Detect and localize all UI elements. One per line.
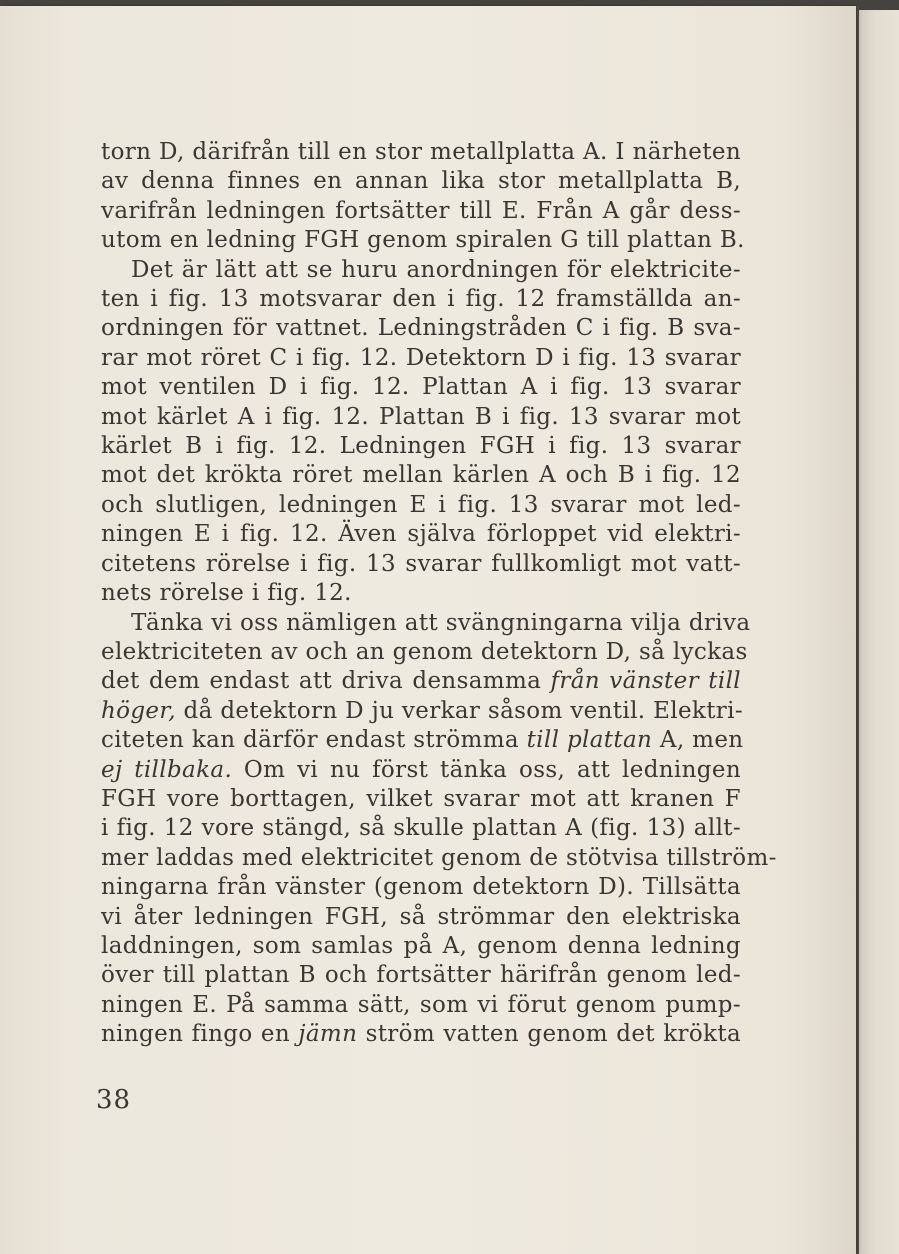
text-line: Tänka vi oss nämligen att svängningarna vilja driva: [131, 609, 751, 636]
emphasis-text: från vänster till: [550, 668, 741, 695]
text-line: vi åter ledningen FGH, så strömmar den elektriska: [101, 903, 741, 930]
text-line: och slutligen, ledningen E i fig. 13 svarar mot led-: [101, 491, 741, 518]
text-run: citeten kan därför endast strömma: [101, 727, 527, 754]
text-run: ström vatten genom det krökta: [357, 1021, 742, 1048]
text-run: A, men: [652, 727, 744, 754]
text-line: [101, 756, 741, 785]
emphasis-text: ej tillbaka.: [101, 756, 233, 783]
text-line: [101, 1020, 741, 1049]
text-line: citetens rörelse i fig. 13 svarar fullkomligt mot vatt-: [101, 550, 741, 577]
text-line: mot ventilen D i fig. 12. Plattan A i fig. 13 svarar: [101, 374, 741, 401]
body-text: [101, 138, 777, 1050]
emphasis-text: till plattan: [526, 727, 653, 754]
text-line: FGH vore borttagen, vilket svarar mot att kranen F: [101, 785, 741, 812]
text-line: torn D, därifrån till en stor metallplatta A. I närheten: [101, 139, 741, 165]
text-run: ningen fingo en: [101, 1021, 299, 1048]
text-run: då detektorn D ju verkar såsom ventil. Elektri-: [175, 697, 743, 724]
text-line: mot kärlet A i fig. 12. Plattan B i fig. 13 svarar mot: [101, 403, 741, 430]
text-line: mer laddas med elektricitet genom de stötvisa tillström-: [101, 844, 777, 871]
text-line: elektriciteten av och an genom detektorn D, så lyckas: [101, 638, 748, 665]
text-line: ningen E. På samma sätt, som vi förut genom pump-: [101, 991, 741, 1018]
text-line: [101, 697, 741, 726]
emphasis-text: höger,: [101, 697, 176, 724]
text-line: [101, 726, 744, 755]
text-line: [101, 667, 741, 696]
paragraph-1: [101, 138, 745, 256]
text-line: utom en ledning FGH genom spiralen G till plattan B.: [101, 227, 745, 254]
text-line: rar mot röret C i fig. 12. Detektorn D i fig. 13 svarar: [101, 344, 741, 371]
paragraph-2: [101, 256, 741, 609]
text-run: Om vi nu först tänka oss, att ledningen: [232, 756, 741, 783]
text-line: i fig. 12 vore stängd, så skulle plattan A (fig. 13) allt-: [101, 815, 741, 842]
text-line: Det är lätt att se huru anordningen för elektricite-: [131, 256, 741, 283]
page-number: 38: [96, 1085, 132, 1115]
adjacent-page-edge: [858, 10, 899, 1254]
text-line: ordningen för vattnet. Ledningstråden C i fig. B sva-: [101, 315, 741, 342]
emphasis-text: jämn: [298, 1021, 358, 1048]
text-line: ten i fig. 13 motsvarar den i fig. 12 framställda an-: [101, 286, 741, 313]
text-line: ningen E i fig. 12. Även själva förloppet vid elektri-: [101, 521, 741, 548]
text-line: mot det krökta röret mellan kärlen A och B i fig. 12: [101, 462, 741, 489]
paragraph-3: [101, 609, 777, 1050]
text-line: av denna finnes en annan lika stor metallplatta B,: [101, 168, 741, 195]
text-line: ningarna från vänster (genom detektorn D). Tillsätta: [101, 874, 741, 901]
text-line: nets rörelse i fig. 12.: [101, 580, 352, 607]
text-line: över till plattan B och fortsätter härifrån genom led-: [101, 962, 741, 989]
text-line: kärlet B i fig. 12. Ledningen FGH i fig. 13 svarar: [101, 433, 741, 460]
text-line: varifrån ledningen fortsätter till E. Från A går dess-: [101, 197, 741, 224]
text-run: det dem endast att driva densamma: [101, 668, 551, 695]
text-line: laddningen, som samlas på A, genom denna ledning: [101, 932, 741, 959]
